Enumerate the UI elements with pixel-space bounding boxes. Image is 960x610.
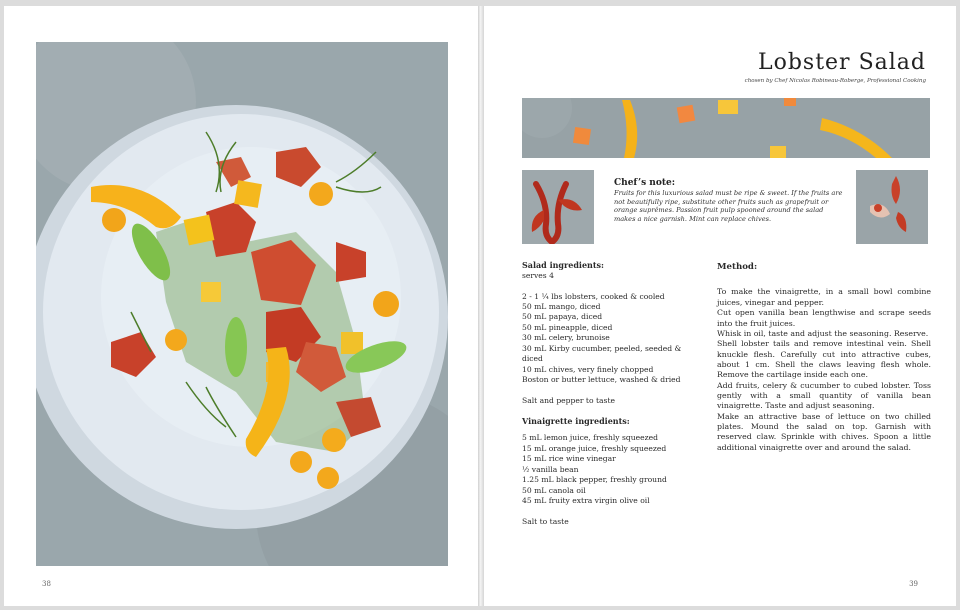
method-step: Add fruits, celery & cucumber to cubed lobster. Toss gently with a small quantity of vanilla bean vinaigrette. Taste and adjust seasoning. [717, 380, 931, 411]
ingredient-item: 50 mL pineapple, diced [522, 322, 613, 332]
left-page [4, 6, 478, 606]
chefs-note-body: Fruits for this luxurious salad must be ripe & sweet. If the fruits are not beautifully ripe, substitute other fruits such as grapefruit or orange suprêmes. Passion fruit pulp spooned around the salad makes a nice garnish. Mint can replace chives. [614, 189, 843, 224]
salad-ingredients-heading: Salad ingredients: [522, 260, 605, 270]
vinaigrette-item: ½ vanilla bean [522, 464, 579, 474]
chef-credit: chosen by Chef Nicolas Robineau-Roberge, Professional Cooking [744, 78, 926, 84]
chefs-note-heading: Chef’s note: [614, 178, 676, 188]
vinaigrette-item: 15 mL orange juice, freshly squeezed [522, 443, 667, 453]
method-step: Whisk in oil, taste and adjust the seasoning. Reserve. [717, 328, 929, 338]
method-heading: Method: [717, 262, 758, 272]
method-step: Make an attractive base of lettuce on two chilled plates. Mound the salad on top. Garnish with reserved claw. Sprinkle with chives. Spoon a little additional vinaigrette over and around the salad. [717, 411, 931, 452]
chefs-note [614, 178, 846, 224]
ingredient-item: 30 mL celery, brunoise [522, 333, 610, 343]
salad-seasoning: Salt and pepper to taste [522, 395, 615, 405]
method-step: Cut open vanilla bean lengthwise and scrape seeds into the fruit juices. [717, 308, 931, 328]
ingredient-item: Boston or butter lettuce, washed & dried [522, 375, 681, 385]
serves-text: serves 4 [522, 271, 554, 281]
ingredient-item: 2 - 1 ¼ lbs lobsters, cooked & cooled [522, 291, 665, 301]
ingredient-item: 30 mL Kirby cucumber, peeled, seeded & diced [522, 343, 682, 364]
method-step: Shell lobster tails and remove intestinal vein. Shell knuckle flesh. Carefully cut into attractive cubes, about 1 cm. Shell the claws leaving flesh whole. Remove the cartilage inside each one. [717, 339, 931, 380]
vinaigrette-item: 15 mL rice wine vinegar [522, 454, 616, 464]
ingredient-item: 10 mL chives, very finely chopped [522, 364, 654, 374]
vinaigrette-seasoning: Salt to taste [522, 516, 569, 526]
page-number-left: 38 [42, 580, 51, 588]
ingredient-item: 50 mL mango, diced [522, 301, 601, 311]
vinaigrette-item: 45 mL fruity extra virgin olive oil [522, 496, 650, 506]
vinaigrette-item: 50 mL canola oil [522, 485, 586, 495]
lobster-photo [522, 170, 594, 244]
right-page [484, 6, 956, 606]
ingredients-column [522, 260, 698, 527]
fruit-banner-photo [522, 98, 930, 158]
vinaigrette-item: 5 mL lemon juice, freshly squeezed [522, 433, 658, 443]
method-column [717, 262, 931, 453]
vinaigrette-item: 1.25 mL black pepper, freshly ground [522, 475, 667, 485]
method-step: To make the vinaigrette, in a small bowl combine juices, vinegar and pepper. [717, 287, 931, 307]
lobster-claws-photo [856, 170, 928, 244]
salad-photo [36, 42, 448, 566]
vinaigrette-heading: Vinaigrette ingredients: [522, 416, 630, 427]
ingredient-item: 50 mL papaya, diced [522, 312, 603, 322]
recipe-title: Lobster Salad [757, 50, 926, 75]
page-number-right: 39 [909, 580, 918, 588]
